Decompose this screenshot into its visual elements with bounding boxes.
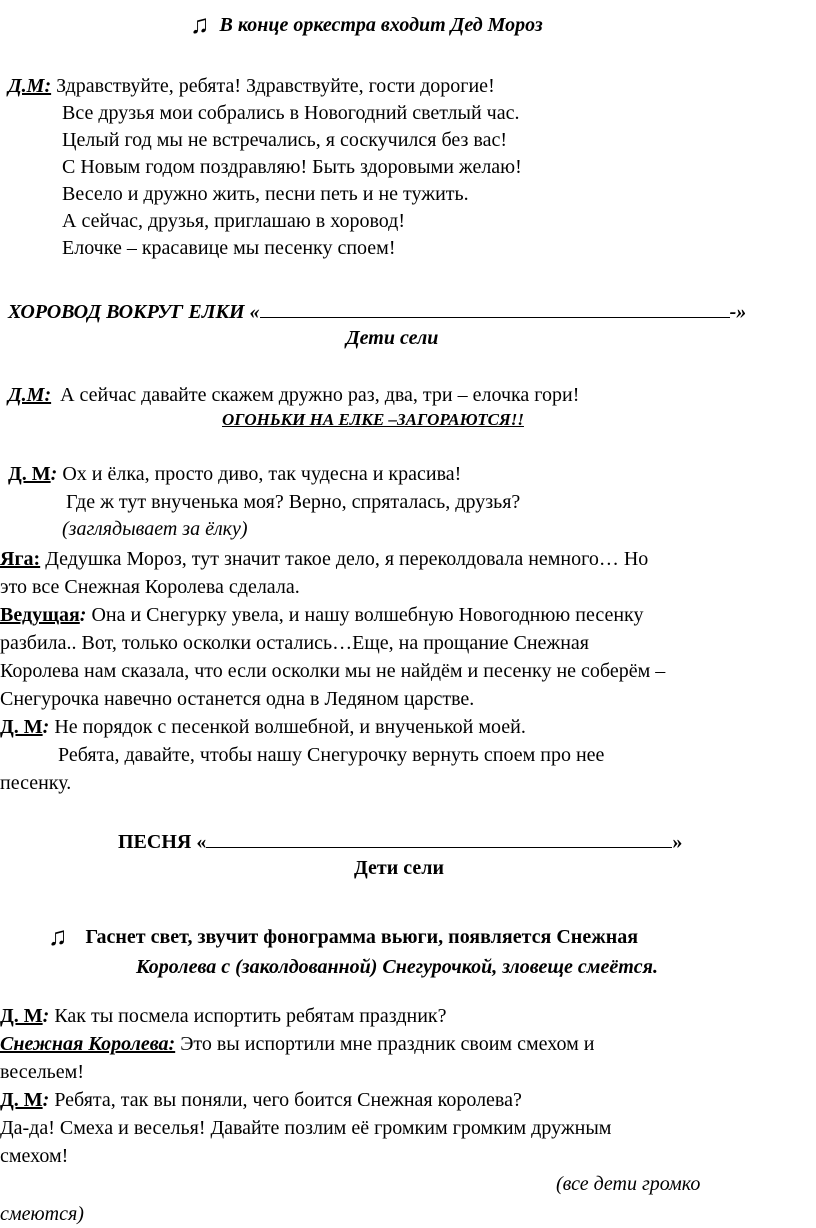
- dm-stage-direction: (заглядывает за ёлку): [62, 518, 248, 540]
- speaker-colon: :: [42, 1005, 50, 1027]
- speaker-yaga: Яга:: [0, 548, 41, 570]
- dm-line-5: песенку.: [0, 772, 72, 794]
- song-suffix: »: [672, 831, 683, 853]
- blizzard-stage-direction-2: Королева с (заколдованной) Снегурочкой, зловеще смеётся.: [136, 956, 658, 978]
- song-title-blank: [260, 297, 730, 318]
- lights-stage-direction: ОГОНЬКИ НА ЕЛКЕ –ЗАГОРАЮТСЯ!!: [222, 410, 524, 429]
- greeting-line-1: [8, 74, 495, 98]
- host-line-1: [0, 603, 643, 627]
- song-title-blank: [206, 827, 672, 848]
- intro-stage-direction: [190, 10, 543, 39]
- laugh-stage-direction: (все дети громко: [556, 1173, 701, 1195]
- host-line-4: Снегурочка навечно останется одна в Ледяном царстве.: [0, 688, 475, 710]
- speaker-colon: :: [79, 604, 87, 626]
- speaker-dm: Д. М: [8, 463, 51, 485]
- host-line-2: разбила.. Вот, только осколки остались…Еще, на прощание Снежная: [0, 632, 590, 654]
- dm-line-3: [0, 715, 526, 739]
- dm-text: Ребята, так вы поняли, чего боится Снежная королева?: [49, 1089, 522, 1111]
- dm-line-4: Ребята, давайте, чтобы нашу Снегурочку вернуть споем про нее: [58, 744, 605, 766]
- speaker-colon: :: [42, 1089, 50, 1111]
- dm-text: Как ты посмела испортить ребятам праздник?: [49, 1005, 447, 1027]
- dm-text: Не порядок с песенкой волшебной, и внученькой моей.: [49, 716, 526, 738]
- music-note-icon: ♫: [48, 922, 68, 951]
- greeting-line: Все друзья мои собрались в Новогодний светлый час.: [62, 102, 520, 124]
- children-sit-direction: Дети сели: [346, 327, 439, 349]
- blizzard-stage-direction: [48, 922, 639, 951]
- speaker-snow-queen: Снежная Королева:: [0, 1033, 176, 1055]
- intro-text: В конце оркестра входит Дед Мороз: [219, 14, 543, 36]
- greeting-line: А сейчас, друзья, приглашаю в хоровод!: [62, 210, 406, 232]
- dm-line-8: Да-да! Смеха и веселья! Давайте позлим её громким громким дружным: [0, 1117, 612, 1139]
- dm-line-7: [0, 1088, 522, 1112]
- song-heading: [118, 827, 682, 854]
- speaker-host: Ведущая: [0, 604, 80, 626]
- greeting-text: Здравствуйте, ребята! Здравствуйте, гости дорогие!: [56, 75, 495, 97]
- khorovod-suffix: -»: [729, 301, 747, 323]
- greeting-line: Весело и дружно жить, песни петь и не тужить.: [62, 183, 469, 205]
- queen-line-1: [0, 1032, 594, 1056]
- speaker-dm: Д. М: [0, 716, 43, 738]
- laugh-stage-direction-2: смеются): [0, 1203, 84, 1225]
- host-line-3: Королева нам сказала, что если осколки мы не найдём и песенку не соберём –: [0, 660, 666, 682]
- speaker-dm: Д.М:: [8, 384, 52, 406]
- yaga-line-1: [0, 547, 648, 571]
- dm-text: Ох и ёлка, просто диво, так чудесна и красива!: [57, 463, 462, 485]
- dm-line-9: смехом!: [0, 1145, 69, 1167]
- khorovod-prefix: ХОРОВОД ВОКРУГ ЕЛКИ «: [8, 301, 260, 323]
- queen-line-2: весельем!: [0, 1061, 84, 1083]
- blizzard-text: Гаснет свет, звучит фонограмма вьюги, появляется Снежная: [85, 926, 639, 948]
- speaker-colon: :: [42, 716, 50, 738]
- music-note-icon: ♫: [190, 10, 210, 39]
- queen-text: Это вы испортили мне праздник своим смехом и: [175, 1033, 595, 1055]
- speaker-dm: Д. М: [0, 1005, 43, 1027]
- speaker-dm: Д.М:: [8, 75, 52, 97]
- greeting-line: Целый год мы не встречались, я соскучился без вас!: [62, 129, 508, 151]
- yaga-text: Дедушка Мороз, тут значит такое дело, я переколдовала немного… Но: [40, 548, 649, 570]
- greeting-line: С Новым годом поздравляю! Быть здоровыми желаю!: [62, 156, 522, 178]
- lights-line: [8, 383, 579, 407]
- yaga-line-2: это все Снежная Королева сделала.: [0, 576, 300, 598]
- children-sit-direction: Дети сели: [354, 857, 444, 879]
- dm-line-2: Где ж тут внученька моя? Верно, спряталась, друзья?: [66, 491, 521, 513]
- speaker-colon: :: [50, 463, 58, 485]
- khorovod-heading: [8, 297, 746, 324]
- song-prefix: ПЕСНЯ «: [118, 831, 207, 853]
- greeting-line: Елочке – красавице мы песенку споем!: [62, 237, 396, 259]
- host-text: Она и Снегурку увела, и нашу волшебную Новогоднюю песенку: [86, 604, 644, 626]
- dm-line-1: [8, 462, 461, 486]
- lights-text: А сейчас давайте скажем дружно раз, два, три – елочка гори!: [60, 384, 580, 406]
- dm-line-6: [0, 1004, 447, 1028]
- speaker-dm: Д. М: [0, 1089, 43, 1111]
